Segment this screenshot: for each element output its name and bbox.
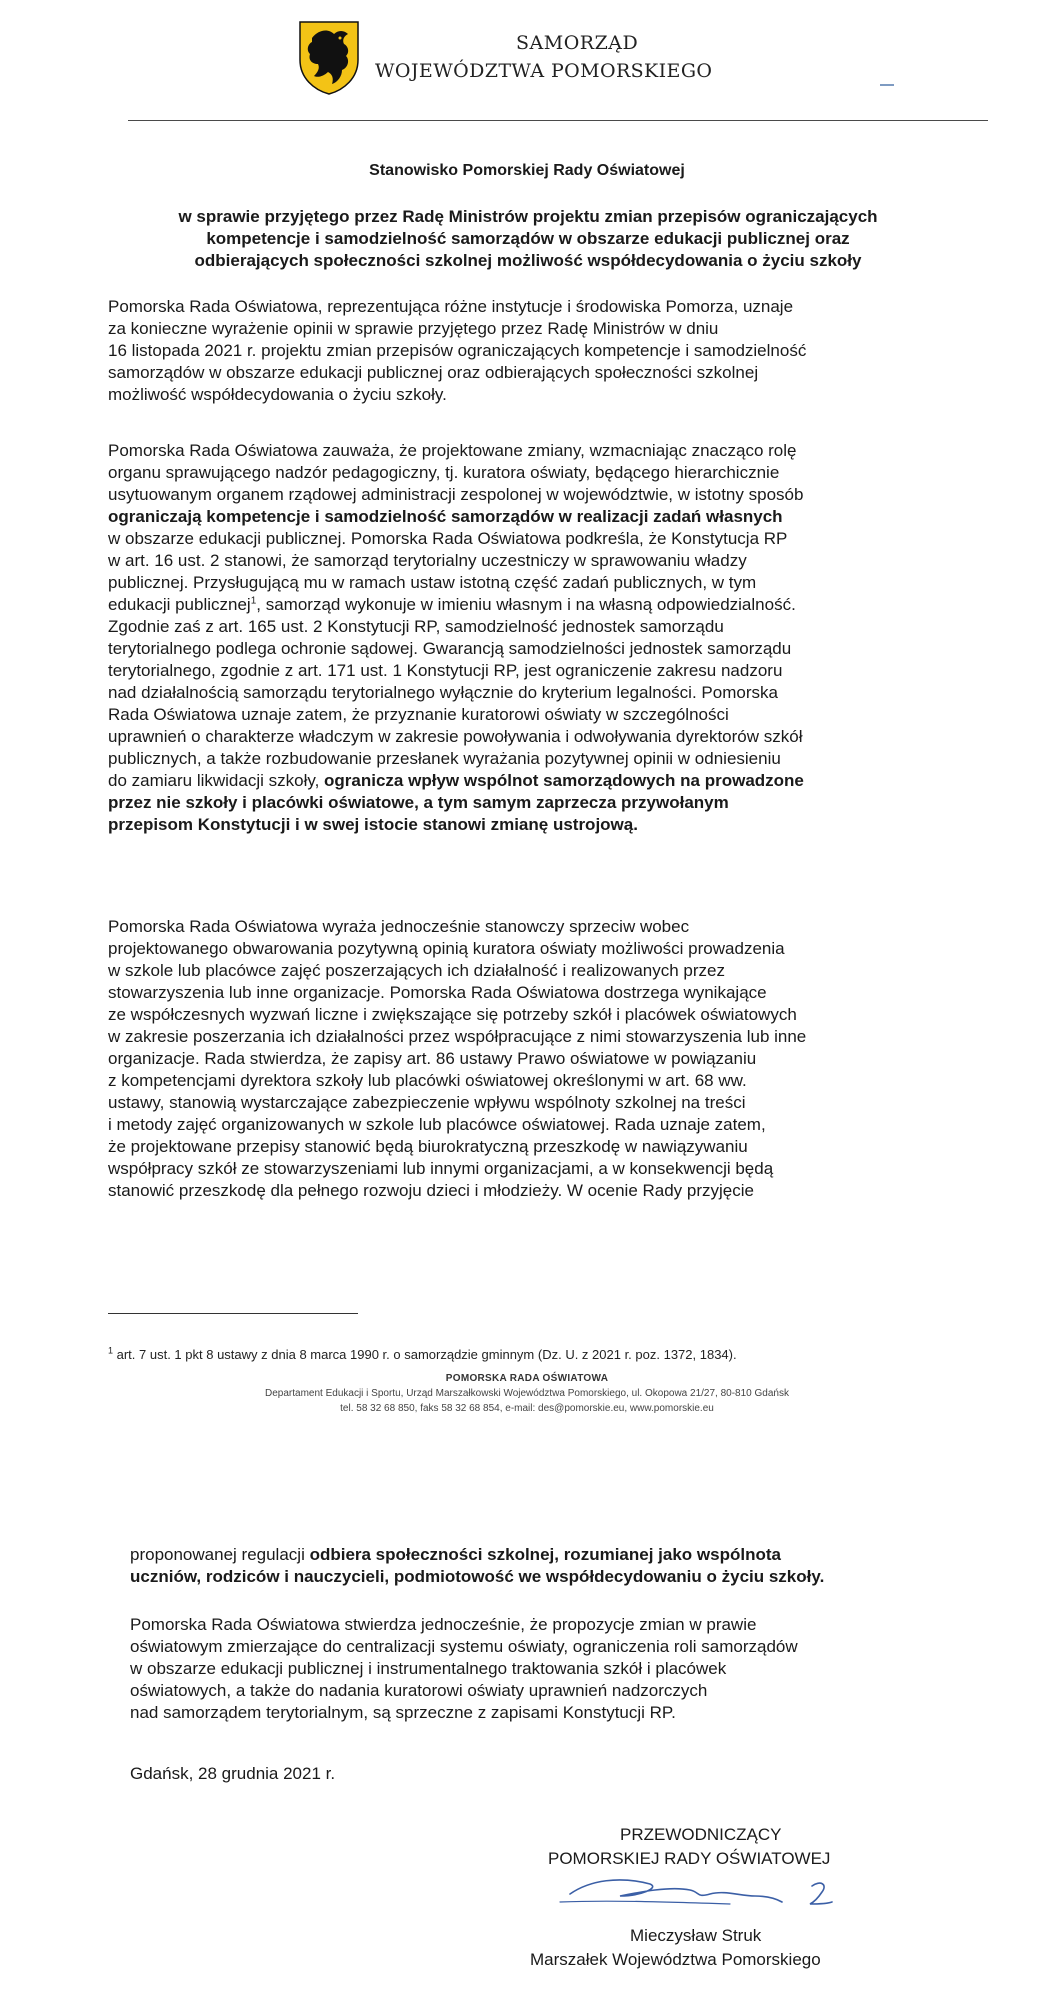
- handwritten-signature: [550, 1866, 850, 1912]
- footer-org-name: POMORSKA RADA OŚWIATOWA: [445, 1373, 609, 1384]
- bold-text: ograniczają kompetencje i samodzielność samorządów w realizacji zadań własnych: [108, 507, 783, 526]
- text-line: publicznych, a także rozbudowanie przesłanek wyrażania pozytywnej opinii w odniesieniu: [108, 749, 781, 768]
- text-line: usytuowanym organem rządowej administracji zespolonej w województwie, w istotny sposób: [108, 485, 804, 504]
- signatory-role-line2: POMORSKIEJ RADY OŚWIATOWEJ: [548, 1849, 831, 1868]
- text-line: organu sprawującego nadzór pedagogiczny, tj. kuratora oświaty, będącego hierarchicznie: [108, 463, 780, 482]
- text-line: nad samorządem terytorialnym, są sprzeczne z zapisami Konstytucji RP.: [130, 1703, 676, 1722]
- text-line: samorządów w obszarze edukacji publicznej oraz odbierających społeczności szkolnej: [108, 363, 759, 382]
- footnote-number: 1: [108, 1345, 114, 1356]
- org-name-line1: SAMORZĄD: [516, 32, 639, 54]
- text-line: i metody zajęć organizowanych w szkole lub placówce oświatowej. Rada uznaje zatem,: [108, 1115, 766, 1134]
- bold-text: przepisom Konstytucji i w swej istocie stanowi zmianę ustrojową.: [108, 815, 638, 834]
- subtitle-line: kompetencje i samodzielność samorządów w obszarze edukacji publicznej oraz: [206, 229, 850, 248]
- page-footer: [0, 1373, 1054, 1414]
- text-line: w art. 16 ust. 2 stanowi, że samorząd terytorialny uczestniczy w sprawowaniu władzy: [108, 551, 747, 570]
- text-line: za konieczne wyrażenie opinii w sprawie przyjętego przez Radę Ministrów w dniu: [108, 319, 719, 338]
- org-name-line2: WOJEWÓDZTWA POMORSKIEGO: [375, 60, 713, 82]
- bold-text: odbiera społeczności szkolnej, rozumianej jako wspólnota: [309, 1545, 781, 1564]
- text-line: Pomorska Rada Oświatowa stwierdza jednocześnie, że propozycje zmian w prawie: [130, 1615, 757, 1634]
- text-line: w obszarze edukacji publicznej. Pomorska Rada Oświatowa podkreśla, że Konstytucja RP: [108, 529, 788, 548]
- text-line: ustawy, stanowią wystarczające zabezpieczenie wpływu wspólnoty szkolnej na treści: [108, 1093, 746, 1112]
- text-line: możliwość współdecydowania o życiu szkoły.: [108, 385, 447, 404]
- bold-text: ogranicza wpływ wspólnot samorządowych na prowadzone: [324, 771, 804, 790]
- footnote-marker: 1: [250, 595, 257, 607]
- text-line: [130, 1544, 930, 1566]
- decorative-dash: [880, 84, 894, 86]
- bold-text: uczniów, rodziców i nauczycieli, podmiotowość we współdecydowaniu o życiu szkoły.: [130, 1567, 825, 1586]
- text-line-bold: [130, 1566, 930, 1588]
- text-line: terytorialnego podlega ochronie sądowej. Gwarancją samodzielności jednostek samorządu: [108, 639, 792, 658]
- document-subtitle: [108, 206, 948, 272]
- text-line: stanowić przeszkodę dla pełnego rozwoju dzieci i młodzieży. W ocenie Rady przyjęcie: [108, 1181, 754, 1200]
- footnote-divider: [108, 1313, 358, 1314]
- text-line: nad działalnością samorządu terytorialnego wyłącznie do kryterium legalności. Pomorska: [108, 683, 778, 702]
- text-fragment: , samorząd wykonuje w imieniu własnym i na własną odpowiedzialność.: [256, 595, 796, 614]
- text-line: oświatowym zmierzające do centralizacji systemu oświaty, ograniczenia roli samorządów: [130, 1637, 798, 1656]
- paragraph-intro: [108, 296, 908, 406]
- text-line: terytorialnego, zgodnie z art. 171 ust. 1 Konstytucji RP, jest ograniczenie zakresu nadzoru: [108, 661, 783, 680]
- griffin-coat-of-arms-icon: [298, 20, 360, 96]
- text-line: uprawnień o charakterze władczym w zakresie powoływania i odwoływania dyrektorów szkół: [108, 727, 803, 746]
- text-line: z kompetencjami dyrektora szkoły lub placówki oświatowej określonymi w art. 68 ww.: [108, 1071, 747, 1090]
- text-line: Rada Oświatowa uznaje zatem, że przyznanie kuratorowi oświaty w szczególności: [108, 705, 729, 724]
- text-line: w szkole lub placówce zajęć poszerzających ich działalność i realizowanych przez: [108, 961, 726, 980]
- footer-address: Departament Edukacji i Sportu, Urząd Marszałkowski Województwa Pomorskiego, ul. Okopowa 21/27, 80-810 Gdańsk: [265, 1388, 789, 1399]
- text-line: współpracy szkół ze stowarzyszeniami lub innymi organizacjami, a w konsekwencji będą: [108, 1159, 774, 1178]
- header-divider: [128, 120, 988, 121]
- paragraph-competences: [108, 440, 908, 836]
- document-title: Stanowisko Pomorskiej Rady Oświatowej: [369, 162, 685, 179]
- text-line: w zakresie poszerzania ich działalności przez współpracujące z nimi stowarzyszenia lub inne: [108, 1027, 807, 1046]
- text-line: ze współczesnych wyzwań liczne i zwiększające się potrzeby szkół i placówek oświatowych: [108, 1005, 797, 1024]
- signatory-position: Marszałek Województwa Pomorskiego: [530, 1950, 821, 1969]
- text-line: projektowanego obwarowania pozytywną opinią kuratora oświaty możliwości prowadzenia: [108, 939, 785, 958]
- paragraph-continuation: [130, 1544, 930, 1588]
- text-line: oświatowych, a także do nadania kuratorowi oświaty uprawnień nadzorczych: [130, 1681, 708, 1700]
- document-date: Gdańsk, 28 grudnia 2021 r.: [130, 1764, 336, 1783]
- text-line: stowarzyszenia lub inne organizacje. Pomorska Rada Oświatowa dostrzega wynikające: [108, 983, 767, 1002]
- letterhead: [0, 0, 1054, 125]
- subtitle-line: w sprawie przyjętego przez Radę Ministrów projektu zmian przepisów ograniczających: [178, 207, 878, 226]
- text-line: [108, 770, 908, 792]
- footer-contact: tel. 58 32 68 850, faks 58 32 68 854, e-mail: des@pomorskie.eu, www.pomorskie.eu: [340, 1403, 714, 1414]
- footnote-text: art. 7 ust. 1 pkt 8 ustawy z dnia 8 marca 1990 r. o samorządzie gminnym (Dz. U. z 2021 r. poz. 1372, 1834).: [113, 1347, 737, 1362]
- text-line: organizacje. Rada stwierdza, że zapisy art. 86 ustawy Prawo oświatowe w powiązaniu: [108, 1049, 757, 1068]
- text-line-bold: [108, 814, 908, 836]
- text-line-bold: [108, 792, 908, 814]
- text-fragment: proponowanej regulacji: [130, 1545, 310, 1564]
- text-line: że projektowane przepisy stanowić będą biurokratyczną przeszkodę w nawiązywaniu: [108, 1137, 748, 1156]
- paragraph-conclusion: [130, 1614, 930, 1724]
- text-line: Zgodnie zaś z art. 165 ust. 2 Konstytucji RP, samodzielność jednostek samorządu: [108, 617, 724, 636]
- text-line: Pomorska Rada Oświatowa, reprezentująca różne instytucje i środowiska Pomorza, uznaje: [108, 297, 794, 316]
- signatory-name: Mieczysław Struk: [630, 1926, 762, 1945]
- text-fragment: edukacji publicznej: [108, 595, 251, 614]
- subtitle-line: odbierających społeczności szkolnej możliwość współdecydowania o życiu szkoły: [194, 251, 862, 270]
- text-line: w obszarze edukacji publicznej i instrumentalnego traktowania szkół i placówek: [130, 1659, 727, 1678]
- text-line-bold: [108, 506, 908, 528]
- signatory-role-line1: PRZEWODNICZĄCY: [620, 1825, 782, 1844]
- text-line: publicznej. Przysługującą mu w ramach ustaw istotną część zadań publicznych, w tym: [108, 573, 757, 592]
- text-line: [108, 594, 908, 616]
- paragraph-objection: [108, 916, 908, 1202]
- text-line: Pomorska Rada Oświatowa zauważa, że projektowane zmiany, wzmacniając znacząco rolę: [108, 441, 797, 460]
- bold-text: przez nie szkoły i placówki oświatowe, a tym samym zaprzecza przywołanym: [108, 793, 729, 812]
- text-line: Pomorska Rada Oświatowa wyraża jednocześnie stanowczy sprzeciw wobec: [108, 917, 690, 936]
- text-fragment: do zamiaru likwidacji szkoły,: [108, 771, 325, 790]
- text-line: 16 listopada 2021 r. projektu zmian przepisów ograniczających kompetencje i samodzielność: [108, 341, 807, 360]
- footnote: [108, 1347, 737, 1362]
